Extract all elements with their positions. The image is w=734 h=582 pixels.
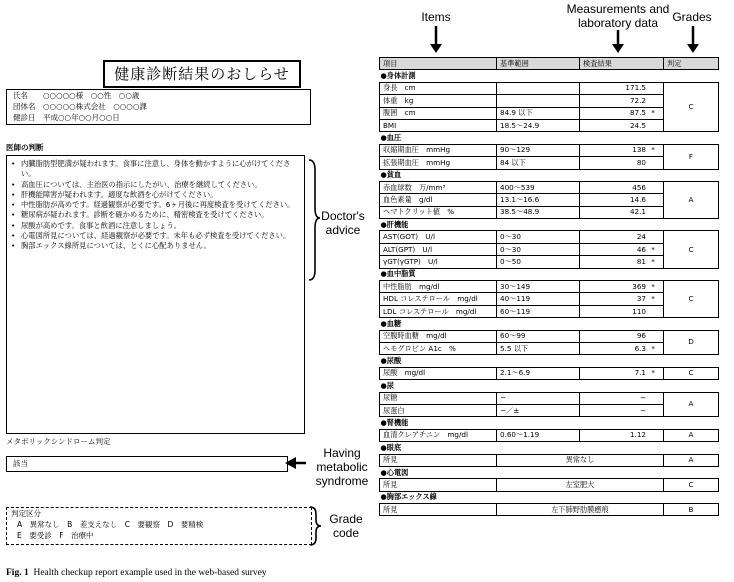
- range-cell: 2.1〜6.9: [497, 367, 580, 379]
- advice-item: • 胸部エックス線所見については、とくに心配ありません。: [21, 241, 304, 251]
- category-label: ●血糖: [380, 318, 402, 328]
- range-cell: 84.9 以下: [497, 107, 580, 119]
- result-cell: 左室肥大: [497, 479, 664, 491]
- result-value: 24: [636, 232, 646, 242]
- result-cell: 左下肺野肋膜癒痕: [497, 504, 664, 516]
- result-cell: 異常なし: [497, 454, 664, 466]
- item-cell: 腹囲 cm: [380, 107, 497, 119]
- range-cell: 40〜119: [497, 293, 580, 305]
- range-cell: 5.5 以下: [497, 342, 580, 354]
- caption-text: Health checkup report example used in the web-based survey: [33, 568, 267, 578]
- abnormal-flag: *: [651, 108, 655, 118]
- range-cell: −／±: [497, 404, 580, 416]
- abnormal-flag: *: [651, 281, 655, 291]
- result-value: 37: [636, 294, 646, 304]
- category-label: ●尿酸: [380, 356, 402, 366]
- result-value: 110: [632, 306, 646, 316]
- figure-caption: [6, 568, 267, 578]
- item-cell: 所見: [380, 479, 497, 491]
- grade-cell: A: [664, 454, 719, 466]
- abnormal-flag: *: [651, 343, 655, 353]
- item-cell: 所見: [380, 504, 497, 516]
- annotation-items: Items: [421, 10, 451, 24]
- item-cell: 中性脂肪 mg/dl: [380, 281, 497, 293]
- category-label: ●胸部エックス線: [380, 492, 437, 502]
- name-value: ○○○○○様 ○○性 ○○歳: [43, 91, 140, 100]
- category-label: ●尿: [380, 380, 394, 390]
- item-cell: ALT(GPT) U/l: [380, 243, 497, 255]
- annotation-measurements: Measurements and laboratory data: [566, 2, 670, 30]
- category-label: ●血圧: [380, 133, 402, 143]
- range-cell: 38.5〜48.9: [497, 206, 580, 218]
- result-value: 87.5: [629, 108, 646, 118]
- report-title: 健康診断結果のおしらせ: [103, 60, 301, 88]
- range-cell: 30〜149: [497, 281, 580, 293]
- item-cell: 尿蛋白: [380, 404, 497, 416]
- advice-brace-icon: [309, 160, 320, 280]
- item-cell: HDL コレステロール mg/dl: [380, 293, 497, 305]
- annotation-grades: Grades: [672, 10, 712, 24]
- grade-cell: C: [664, 281, 719, 318]
- category-label: ●肝機能: [380, 219, 409, 229]
- grade-cell: B: [664, 504, 719, 516]
- grade-cell: F: [664, 144, 719, 169]
- org-value: ○○○○○株式会社 ○○○○課: [43, 102, 147, 111]
- range-cell: 90〜129: [497, 144, 580, 156]
- result-value: 138: [632, 145, 646, 155]
- grade-cell: C: [664, 82, 719, 132]
- advice-heading: 医師の判断: [6, 143, 44, 152]
- item-cell: LDL コレステロール mg/dl: [380, 305, 497, 317]
- advice-item: • 高血圧については、主治医の指示にしたがい、治療を継続してください。: [21, 180, 304, 190]
- grade-row-2: E 要受診 F 治療中: [17, 531, 94, 540]
- item-cell: 所見: [380, 454, 497, 466]
- item-cell: BMI: [380, 119, 497, 131]
- result-value: 72.2: [629, 95, 646, 105]
- result-value: −: [639, 405, 646, 415]
- result-value: 24.5: [629, 120, 646, 130]
- range-cell: 400〜539: [497, 181, 580, 193]
- result-value: 80: [636, 157, 646, 167]
- abnormal-flag: *: [651, 256, 655, 266]
- result-value: 1.12: [629, 430, 646, 440]
- item-cell: 血色素量 g/dl: [380, 194, 497, 206]
- caption-label: Fig. 1: [6, 568, 29, 578]
- abnormal-flag: *: [651, 244, 655, 254]
- header-result: 検査結果: [580, 58, 664, 70]
- item-cell: 収縮期血圧 mmHg: [380, 144, 497, 156]
- item-cell: 空腹時血糖 mg/dl: [380, 330, 497, 342]
- annotation-metabolic: Having metabolic syndrome: [315, 446, 369, 488]
- range-cell: 0〜30: [497, 231, 580, 243]
- result-value: 7.1: [634, 368, 646, 378]
- header-item: 項目: [380, 58, 497, 70]
- item-cell: 赤血球数 万/mm³: [380, 181, 497, 193]
- grade-cell: A: [664, 429, 719, 441]
- range-cell: 13.1〜16.6: [497, 194, 580, 206]
- item-cell: AST(GOT) U/l: [380, 231, 497, 243]
- result-value: 81: [636, 256, 646, 266]
- category-label: ●身体計測: [380, 71, 416, 81]
- item-cell: γGT(γGTP) U/l: [380, 256, 497, 268]
- result-value: −: [639, 393, 646, 403]
- advice-item: • 内臓脂肪型肥満が疑われます。食事に注意し、身体を動かすように心がけてください。: [21, 159, 304, 180]
- metabolic-value: 該当: [13, 459, 28, 468]
- name-label: 氏名: [13, 91, 28, 100]
- range-cell: 60〜119: [497, 305, 580, 317]
- metabolic-heading: メタボリックシンドローム判定: [6, 437, 111, 446]
- item-cell: 尿酸 mg/dl: [380, 367, 497, 379]
- abnormal-flag: *: [651, 368, 655, 378]
- abnormal-flag: *: [651, 145, 655, 155]
- range-cell: 0〜30: [497, 243, 580, 255]
- item-cell: ヘマトクリット値 %: [380, 206, 497, 218]
- category-label: ●心電図: [380, 467, 409, 477]
- date-label: 健診日: [13, 113, 36, 122]
- grade-cell: D: [664, 330, 719, 355]
- date-value: 平成○○年○○月○○日: [43, 113, 120, 122]
- grade-cell: A: [664, 181, 719, 218]
- item-cell: 身長 cm: [380, 82, 497, 94]
- range-cell: 60〜99: [497, 330, 580, 342]
- grade-cell: C: [664, 479, 719, 491]
- range-cell: 18.5〜24.9: [497, 119, 580, 131]
- item-cell: 血清クレアチニン mg/dl: [380, 429, 497, 441]
- annotation-advice: Doctor's advice: [321, 209, 365, 237]
- result-value: 42.1: [629, 207, 646, 217]
- result-value: 171.5: [625, 83, 646, 93]
- header-grade: 判定: [664, 58, 719, 70]
- range-cell: 0.60〜1.19: [497, 429, 580, 441]
- range-cell: 84 以下: [497, 157, 580, 169]
- result-value: 456: [632, 182, 646, 192]
- advice-item: • 肝機能障害が疑われます。適度な飲酒を心がけてください。: [21, 190, 304, 200]
- item-cell: 尿糖: [380, 392, 497, 404]
- item-cell: 拡張期血圧 mmHg: [380, 157, 497, 169]
- grade-heading: 判定区分: [11, 509, 41, 518]
- range-cell: 0〜50: [497, 256, 580, 268]
- category-label: ●血中脂質: [380, 269, 416, 279]
- org-label: 団体名: [13, 102, 36, 111]
- category-label: ●貧血: [380, 170, 402, 180]
- category-label: ●腎機能: [380, 418, 409, 428]
- result-value: 46: [636, 244, 646, 254]
- item-cell: 体重 kg: [380, 95, 497, 107]
- grade-cell: A: [664, 392, 719, 417]
- abnormal-flag: *: [651, 294, 655, 304]
- advice-item: • 中性脂肪が高めです。経過観察が必要です。6ヶ月後に再度検査を受けてください。: [21, 200, 304, 210]
- result-value: 96: [636, 331, 646, 341]
- advice-item: • 尿酸が高めです。食事と飲酒に注意しましょう。: [21, 221, 304, 231]
- range-cell: −: [497, 392, 580, 404]
- annotation-grade-code: Grade code: [329, 512, 363, 540]
- result-value: 6.3: [634, 343, 646, 353]
- grade-cell: C: [664, 367, 719, 379]
- item-cell: ヘモグロビン A1c %: [380, 342, 497, 354]
- result-value: 369: [632, 281, 646, 291]
- grade-row-1: A 異常なし B 差支えなし C 要観察 D 要精検: [17, 520, 204, 529]
- result-value: 14.6: [629, 194, 646, 204]
- advice-item: • 糖尿病が疑われます。診断を確かめるために、精密検査を受けてください。: [21, 210, 304, 220]
- grade-cell: C: [664, 231, 719, 268]
- grade-brace-icon: [310, 507, 321, 545]
- header-range: 基準範囲: [497, 58, 580, 70]
- advice-item: • 心電図所見については、経過観察が必要です。未年も必ず検査を受けてください。: [21, 231, 304, 241]
- category-label: ●眼底: [380, 442, 402, 452]
